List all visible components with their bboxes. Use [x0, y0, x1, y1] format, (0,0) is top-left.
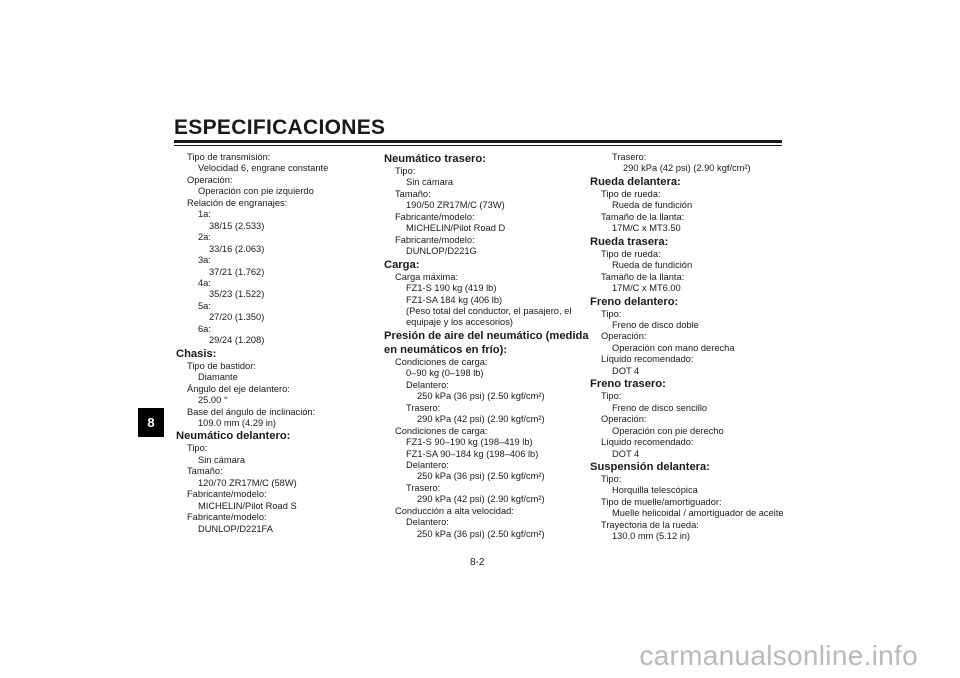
section-heading: Carga:: [384, 258, 420, 271]
spec-line: Tipo de rueda:: [601, 248, 661, 259]
spec-line: Fabricante/modelo:: [187, 512, 267, 523]
header-rule: [174, 140, 782, 143]
spec-line: MICHELIN/Pilot Road S: [198, 500, 297, 511]
spec-line: Tipo:: [395, 166, 416, 176]
spec-line: 1a:: [198, 209, 211, 220]
spec-line: Freno de disco sencillo: [612, 402, 708, 413]
spec-line: Delantero:: [406, 459, 449, 470]
section-heading: Rueda delantera:: [590, 175, 681, 188]
section-heading: Freno trasero:: [590, 378, 666, 391]
spec-line: Sin cámara: [198, 454, 246, 465]
spec-line: FZ1-SA 90–184 kg (198–406 lb): [406, 448, 539, 459]
spec-line: MICHELIN/Pilot Road D: [406, 223, 506, 234]
spec-line: 250 kPa (36 psi) (2.50 kgf/cm²): [417, 391, 545, 402]
spec-line: 29/24 (1.208): [209, 335, 265, 346]
spec-line: DUNLOP/D221G: [406, 246, 477, 257]
spec-line: Condiciones de carga:: [395, 356, 488, 367]
spec-line: 120/70 ZR17M/C (58W): [198, 477, 297, 488]
spec-line: Operación:: [187, 174, 233, 185]
spec-line: Fabricante/modelo:: [187, 489, 267, 500]
section-heading: Neumático delantero:: [176, 430, 291, 443]
spec-line: Tipo de rueda:: [601, 188, 661, 199]
spec-line: Tipo:: [601, 473, 622, 484]
spec-line: Conducción a alta velocidad:: [395, 505, 514, 516]
spec-line: Rueda de fundición: [612, 200, 693, 211]
spec-line: 25.00 °: [198, 395, 228, 406]
spec-line: 27/20 (1.350): [209, 312, 265, 323]
spec-line: 37/21 (1.762): [209, 266, 265, 277]
section-heading: Chasis:: [176, 347, 217, 360]
spec-line: Fabricante/modelo:: [395, 211, 475, 222]
spec-line: Operación:: [601, 414, 647, 425]
spec-line: DUNLOP/D221FA: [198, 523, 273, 534]
spec-line: Tamaño:: [187, 466, 223, 477]
page-number: 8-2: [470, 557, 485, 568]
spec-line: Carga máxima:: [395, 271, 459, 282]
spec-line: FZ1-SA 184 kg (406 lb): [406, 294, 503, 305]
spec-line: Muelle helicoidal / amortiguador de aceite: [612, 508, 784, 519]
spec-line: FZ1-S 190 kg (419 lb): [406, 283, 497, 294]
spec-line: Rueda de fundición: [612, 260, 693, 271]
section-heading: Suspensión delantera:: [590, 460, 710, 473]
spec-line: 250 kPa (36 psi) (2.50 kgf/cm²): [417, 528, 545, 539]
spec-line: Líquido recomendado:: [601, 354, 694, 365]
chapter-tab: 8: [138, 408, 164, 437]
section-heading: en neumáticos en frío):: [384, 343, 508, 356]
spec-line: Diamante: [198, 372, 238, 383]
column-middle: [384, 152, 589, 540]
watermark-text: carmanualsonline.info: [639, 640, 918, 671]
spec-line: Ángulo del eje delantero:: [187, 383, 290, 394]
spec-line: Operación:: [601, 331, 647, 342]
spec-line: Operación con pie derecho: [612, 425, 724, 436]
spec-line: DOT 4: [612, 365, 640, 376]
spec-line: Fabricante/modelo:: [395, 234, 475, 245]
spec-line: 38/15 (2.533): [209, 220, 265, 231]
section-heading: Neumático trasero:: [384, 153, 486, 165]
spec-line: FZ1-S 90–190 kg (198–419 lb): [406, 437, 533, 448]
spec-line: Horquilla telescópica: [612, 485, 698, 496]
column-right: [590, 152, 790, 543]
spec-line: DOT 4: [612, 448, 640, 459]
spec-line: Tipo de bastidor:: [187, 360, 256, 371]
spec-line: Tamaño:: [395, 188, 431, 199]
spec-line: Delantero:: [406, 517, 449, 528]
spec-line: Tipo:: [601, 391, 622, 402]
watermark: [0, 640, 960, 672]
section-heading: Rueda trasera:: [590, 235, 669, 248]
spec-line: equipaje y los accesorios): [406, 317, 513, 328]
spec-line: 2a:: [198, 232, 211, 243]
spec-line: Sin cámara: [406, 177, 454, 188]
spec-line: 190/50 ZR17M/C (73W): [406, 200, 505, 211]
spec-line: Velocidad 6, engrane constante: [198, 163, 329, 174]
spec-line: 35/23 (1.522): [209, 289, 265, 300]
header-rule-thin: [174, 145, 782, 146]
spec-line: 5a:: [198, 300, 211, 311]
spec-line: 3a:: [198, 255, 211, 266]
spec-line: Operación con mano derecha: [612, 342, 735, 353]
spec-line: Tipo de transmisión:: [187, 152, 271, 162]
spec-line: Tamaño de la llanta:: [601, 271, 685, 282]
page-title: ESPECIFICACIONES: [174, 116, 386, 139]
section-heading: Freno delantero:: [590, 295, 679, 308]
spec-line: Trayectoria de la rueda:: [601, 519, 699, 530]
spec-line: 290 kPa (42 psi) (2.90 kgf/cm²): [417, 414, 545, 425]
spec-line: 109.0 mm (4.29 in): [198, 417, 277, 428]
spec-line: 290 kPa (42 psi) (2.90 kgf/cm²): [417, 494, 545, 505]
spec-line: Líquido recomendado:: [601, 437, 694, 448]
column-left: [176, 152, 361, 535]
spec-line: 4a:: [198, 277, 211, 288]
spec-line: Operación con pie izquierdo: [198, 186, 314, 197]
spec-line: Relación de engranajes:: [187, 197, 288, 208]
spec-line: 6a:: [198, 323, 211, 334]
section-heading: Presión de aire del neumático (medida: [384, 329, 589, 342]
spec-line: 0–90 kg (0–198 lb): [406, 368, 484, 379]
spec-line: 17M/C x MT3.50: [612, 223, 681, 234]
spec-line: 17M/C x MT6.00: [612, 283, 681, 294]
spec-line: Tamaño de la llanta:: [601, 211, 685, 222]
spec-line: 290 kPa (42 psi) (2.90 kgf/cm²): [623, 163, 751, 174]
spec-line: Tipo:: [187, 443, 208, 454]
spec-line: Freno de disco doble: [612, 319, 699, 330]
spec-line: Trasero:: [406, 482, 441, 493]
spec-line: 250 kPa (36 psi) (2.50 kgf/cm²): [417, 471, 545, 482]
spec-line: Trasero:: [612, 152, 647, 162]
spec-line: 33/16 (2.063): [209, 243, 265, 254]
spec-line: Base del ángulo de inclinación:: [187, 406, 316, 417]
spec-line: Tipo:: [601, 308, 622, 319]
spec-line: Condiciones de carga:: [395, 425, 488, 436]
spec-line: Trasero:: [406, 402, 441, 413]
spec-line: Tipo de muelle/amortiguador:: [601, 496, 722, 507]
spec-line: 130.0 mm (5.12 in): [612, 531, 691, 542]
spec-line: Delantero:: [406, 379, 449, 390]
spec-line: (Peso total del conductor, el pasajero, el: [406, 305, 572, 316]
